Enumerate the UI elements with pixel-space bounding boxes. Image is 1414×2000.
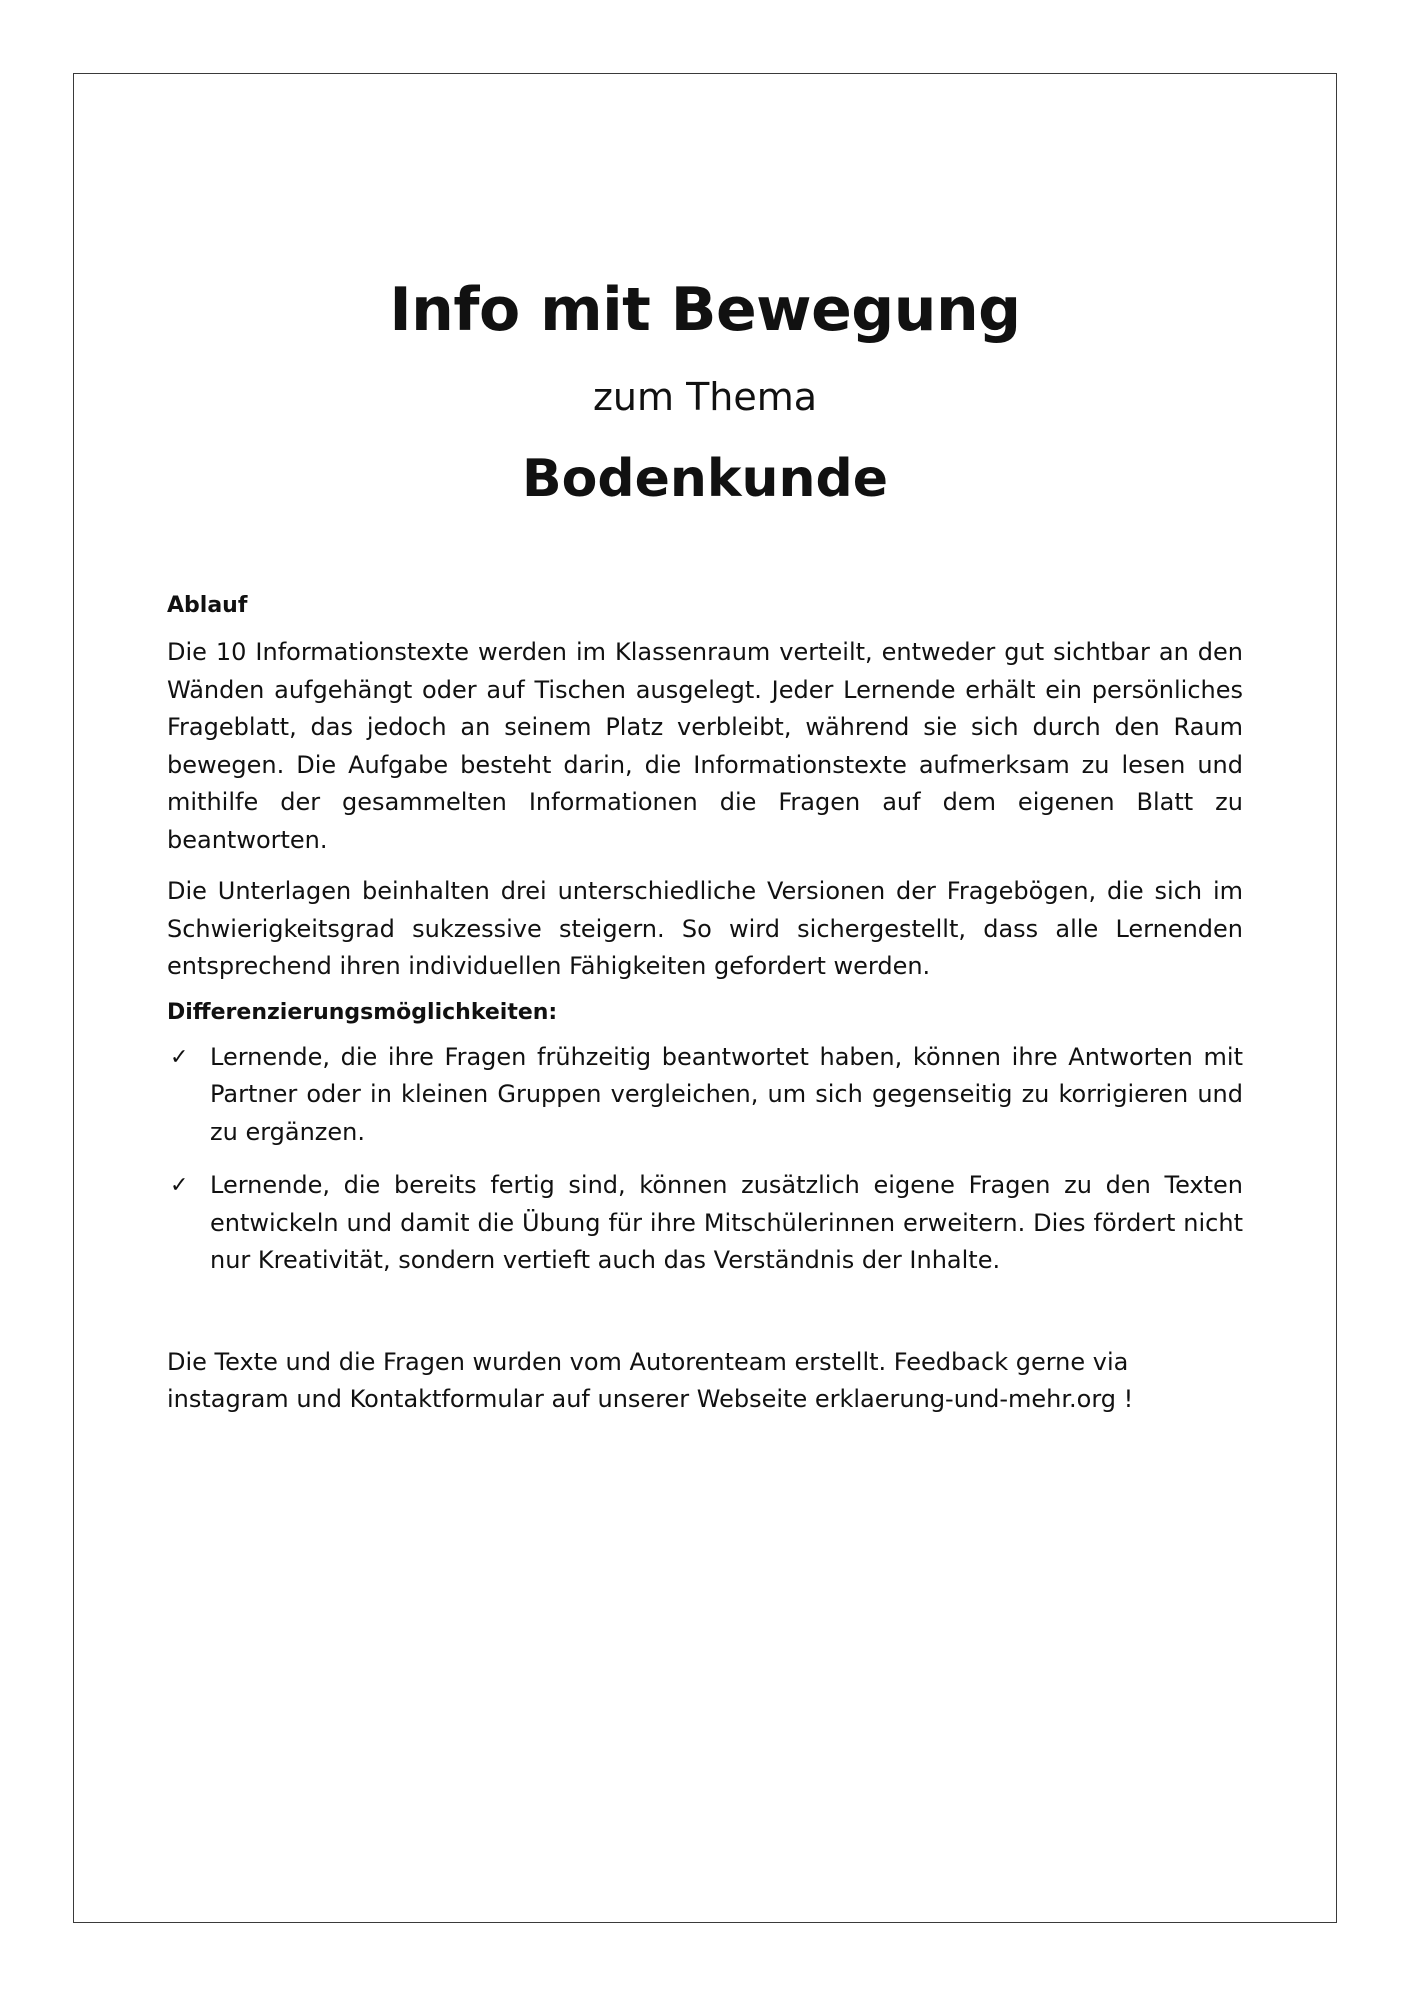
list-item-text: Lernende, die ihre Fragen frühzeitig beantwortet haben, können ihre Antworten mit Partner oder in kleinen Gruppen vergleichen, um sich gegenseitig zu korrigieren und zu ergänzen. <box>210 1042 1243 1146</box>
document-subtitle: zum Thema <box>592 375 818 419</box>
list-item <box>167 1039 1243 1152</box>
checkmark-icon: ✓ <box>170 1044 189 1070</box>
differenzierung-heading: Differenzierungsmöglichkeiten: <box>167 999 558 1025</box>
checkmark-icon: ✓ <box>170 1173 189 1198</box>
list-item-text: Lernende, die bereits fertig sind, können zusätzlich eigene Fragen zu den Texten entwickeln und damit die Übung für ihre Mitschülerinnen erweitern. Dies fördert nicht nur Kreativität, sondern vertieft auch das Verständnis der Inhalte. <box>210 1171 1243 1274</box>
differenzierung-list <box>167 1039 1243 1280</box>
footer-note: Die Texte und die Fragen wurden vom Autorenteam erstellt. Feedback gerne via instagram und Kontaktformular auf unserer Webseite erklaerung-und-mehr.org ! <box>167 1347 1134 1413</box>
document-topic: Bodenkunde <box>522 449 888 509</box>
ablauf-paragraph: Die Unterlagen beinhalten drei unterschiedliche Versionen der Fragebögen, die sich im Schwierigkeitsgrad sukzessive steigern. So wird sichergestellt, dass alle Lernenden entsprechend ihren individuellen Fähigkeiten gefordert werden. <box>167 877 1243 980</box>
document-body <box>167 270 1243 1419</box>
ablauf-paragraph: Die 10 Informationstexte werden im Klassenraum verteilt, entweder gut sichtbar an den Wänden aufgehängt oder auf Tischen ausgelegt. Jeder Lernende erhält ein persönliches Frageblatt, das jedoch an seinem Platz verbleibt, während sie sich durch den Raum bewegen. Die Aufgabe besteht darin, die Informationstexte aufmerksam zu lesen und mithilfe der gesammelten Informationen die Fragen auf dem eigenen Blatt zu beantworten. <box>167 638 1243 854</box>
list-item <box>167 1167 1243 1280</box>
document-title: Info mit Bewegung <box>389 275 1021 345</box>
ablauf-heading: Ablauf <box>167 593 248 618</box>
